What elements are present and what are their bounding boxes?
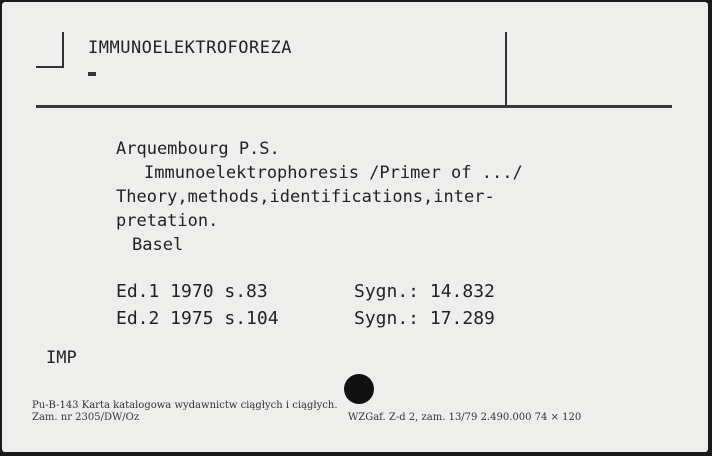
editions — [116, 278, 495, 332]
author: Arquembourg P.S. — [116, 139, 280, 159]
subject-heading: IMMUNOELEKTROFOREZA — [88, 38, 292, 58]
vertical-rule — [505, 32, 507, 106]
entry-body — [116, 137, 523, 257]
catalog-card — [2, 2, 708, 452]
horizontal-rule — [36, 105, 672, 108]
punch-hole — [344, 374, 374, 404]
code-label: IMP — [46, 348, 77, 368]
heading-dash — [88, 72, 96, 76]
edition-row — [116, 305, 495, 332]
place: Basel — [132, 235, 184, 255]
edition-row — [116, 278, 495, 305]
footer-line-2-left: Zam. nr 2305/DW/Oz — [32, 412, 140, 423]
heading-bracket-stub — [36, 66, 64, 68]
footer-line-1: Pu-B-143 Karta katalogowa wydawnictw ciągłych i ciągłych. — [32, 400, 338, 411]
title-line-1: Immunoelektrophoresis /Primer of .../ — [144, 163, 523, 183]
title-line-3: pretation. — [116, 211, 219, 231]
title-line-2: Theory,methods,identifications,inter- — [116, 187, 495, 207]
signature: Sygn.: 14.832 — [354, 281, 495, 302]
heading-bracket — [62, 32, 64, 66]
signature: Sygn.: 17.289 — [354, 308, 495, 329]
footer-line-2-right: WZGaf. Z-d 2, zam. 13/79 2.490.000 74 × 120 — [348, 412, 582, 423]
edition-info: Ed.2 1975 s.104 — [116, 308, 279, 329]
edition-info: Ed.1 1970 s.83 — [116, 281, 268, 302]
